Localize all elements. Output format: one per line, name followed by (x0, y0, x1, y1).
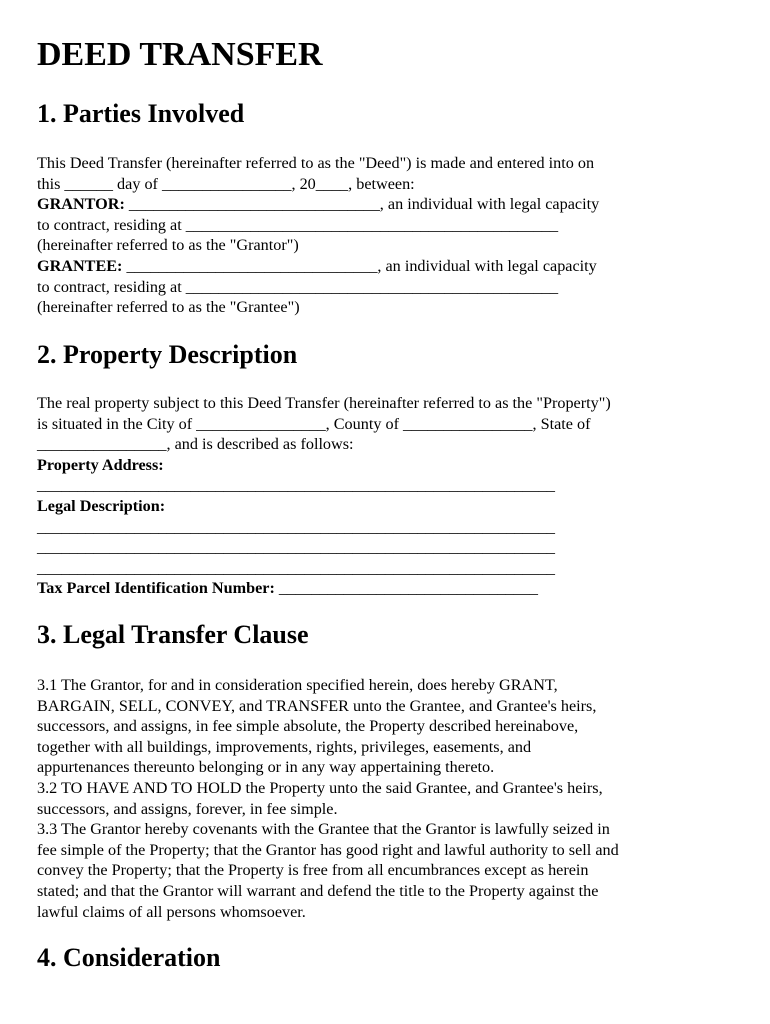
section-body-parties (37, 153, 747, 318)
document-text-line: stated; and that the Grantor will warrant and defend the title to the Property against the (37, 881, 599, 900)
document-text-line: appurtenances thereunto belonging or in any way appertaining thereto. (37, 758, 495, 777)
document-text-line: ________________, and is described as follows: (37, 435, 354, 454)
document-text-line: to contract, residing at ______________________________________________ (37, 215, 559, 234)
document-text-line: This Deed Transfer (hereinafter referred to as the "Deed") is made and entered into on (37, 154, 595, 172)
document-text-line: ________________________________________________________________ (37, 558, 555, 577)
field-blank: ________________________________ (274, 579, 538, 598)
document-text-line: to contract, residing at ______________________________________________ (37, 277, 559, 296)
labeled-field-line (37, 578, 747, 599)
document-text-line: 3.3 The Grantor hereby covenants with the Grantee that the Grantor is lawfully seized in (37, 820, 610, 839)
document-text-line: (hereinafter referred to as the "Grantee") (37, 298, 300, 317)
document-text-line: fee simple of the Property; that the Grantor has good right and lawful authority to sell and (37, 840, 619, 859)
document-text-line: successors, and assigns, forever, in fee simple. (37, 799, 338, 818)
labeled-field-line (37, 455, 747, 476)
document-text-line: this ______ day of ________________, 20____, between: (37, 174, 415, 193)
section-heading-property: 2. Property Description (37, 340, 298, 369)
field-label: Property Address: (37, 455, 164, 474)
document-text-line: is situated in the City of ________________, County of ________________, State of (37, 414, 591, 433)
document-text-line: The real property subject to this Deed Transfer (hereinafter referred to as the "Property") (37, 394, 611, 412)
document-text-line: convey the Property; that the Property is free from all encumbrances except as herein (37, 861, 589, 880)
document-text-line: together with all buildings, improvements, rights, privileges, easements, and (37, 737, 532, 756)
document-text-line: ________________________________________________________________ (37, 517, 555, 536)
section-heading-consideration: 4. Consideration (37, 943, 221, 972)
field-label: GRANTEE: (37, 256, 123, 275)
section-body-transfer (37, 675, 747, 922)
document-title: DEED TRANSFER (37, 36, 323, 73)
labeled-field-line (37, 256, 747, 277)
field-blank: _______________________________, an individual with legal capacity (124, 195, 600, 214)
document-text-line: ________________________________________________________________ (37, 476, 555, 495)
labeled-field-line (37, 194, 747, 215)
document-text-line: successors, and assigns, in fee simple absolute, the Property described hereinabove, (37, 717, 579, 736)
labeled-field-line (37, 496, 747, 517)
document-text-line: ________________________________________________________________ (37, 538, 555, 557)
document-text-line: BARGAIN, SELL, CONVEY, and TRANSFER unto the Grantee, and Grantee's heirs, (37, 696, 597, 715)
field-label: GRANTOR: (37, 195, 125, 214)
document-text-line: 3.1 The Grantor, for and in consideration specified herein, does hereby GRANT, (37, 676, 558, 694)
document-text-line: (hereinafter referred to as the "Grantor") (37, 236, 299, 255)
section-heading-transfer: 3. Legal Transfer Clause (37, 620, 309, 649)
section-body-property (37, 393, 747, 599)
field-blank: _______________________________, an individual with legal capacity (122, 256, 597, 275)
field-label: Legal Description: (37, 496, 166, 515)
document-text-line: 3.2 TO HAVE AND TO HOLD the Property unto the said Grantee, and Grantee's heirs, (37, 778, 603, 797)
section-heading-parties: 1. Parties Involved (37, 99, 245, 128)
document-text-line: lawful claims of all persons whomsoever. (37, 902, 306, 921)
field-label: Tax Parcel Identification Number: (37, 579, 275, 598)
